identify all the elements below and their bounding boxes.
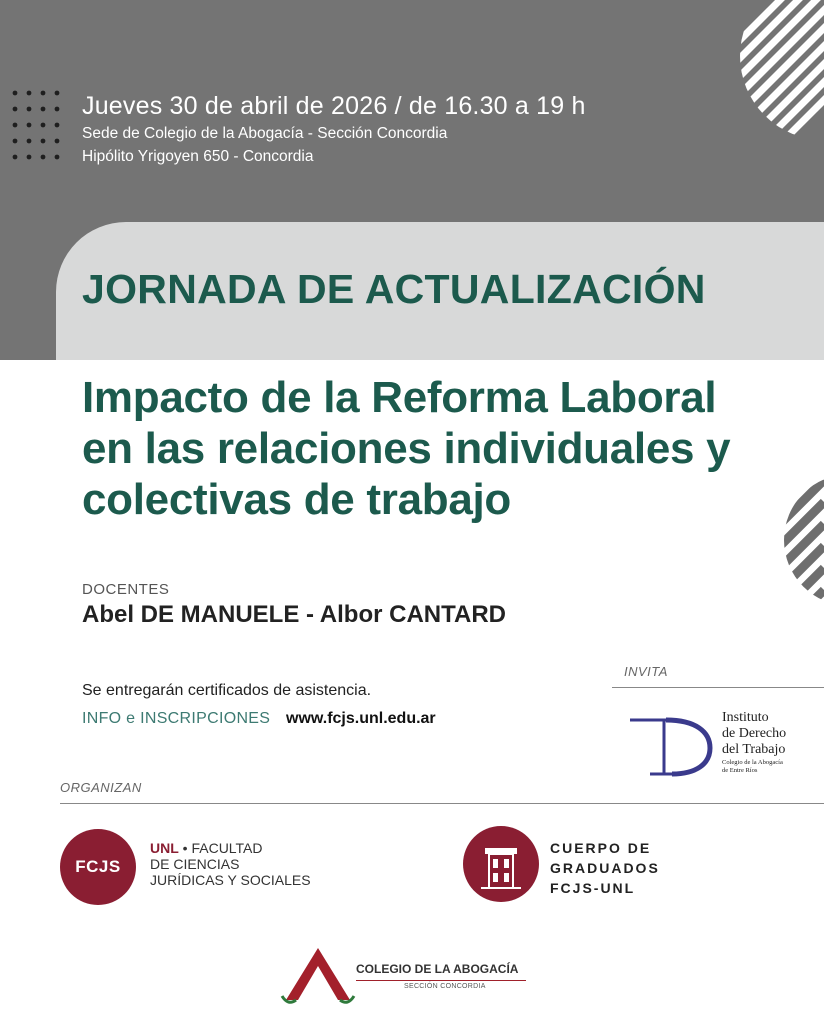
fcjs-name-line-2: DE CIENCIAS: [150, 856, 240, 872]
info-label: INFO e INSCRIPCIONES: [82, 710, 271, 727]
instituto-line-2: de Derecho: [722, 726, 787, 741]
invita-label: INVITA: [624, 664, 668, 679]
stripes-decoration-top: [720, 0, 824, 140]
unl-mark: UNL: [150, 840, 179, 856]
fcjs-name-line-3: JURÍDICAS Y SOCIALES: [150, 872, 311, 888]
docentes-label: DOCENTES: [82, 581, 170, 598]
colegio-divider: [356, 980, 526, 981]
colegio-section: SECCIÓN CONCORDIA: [404, 983, 486, 990]
instituto-line-3: del Trabajo: [722, 742, 786, 757]
cuerpo-graduados-logo: [463, 826, 539, 902]
certificate-note: Se entregarán certificados de asistencia.: [82, 682, 372, 699]
event-date: Jueves 30 de abril de 2026 / de 16.30 a 19 h: [82, 92, 586, 120]
event-kind-heading: JORNADA DE ACTUALIZACIÓN: [82, 266, 706, 312]
fcjs-logo: FCJS: [60, 829, 136, 905]
instituto-sub-1: Colegio de la Abogacía: [722, 759, 783, 766]
event-title-line-2: en las relaciones individuales y: [82, 424, 731, 473]
event-title-line-1: Impacto de la Reforma Laboral: [82, 373, 717, 422]
event-title-line-3: colectivas de trabajo: [82, 475, 511, 524]
website-link[interactable]: www.fcjs.unl.edu.ar: [286, 710, 436, 727]
docentes-names: Abel DE MANUELE - Albor CANTARD: [82, 601, 506, 628]
graduados-line-2: GRADUADOS: [550, 860, 660, 876]
fcjs-name: [150, 840, 311, 888]
instituto-sub-2: de Entre Ríos: [722, 767, 758, 774]
venue-address: Hipólito Yrigoyen 650 - Concordia: [82, 148, 314, 165]
fcjs-facultad: • FACULTAD: [178, 840, 263, 856]
instituto-line-1: Instituto: [722, 710, 769, 725]
event-title: [82, 372, 802, 525]
graduados-line-1: CUERPO DE: [550, 840, 652, 856]
organizan-label: ORGANIZAN: [60, 780, 142, 795]
dots-decoration: [12, 90, 68, 170]
stripes-decoration-side: [750, 470, 824, 610]
invita-divider: [612, 687, 824, 688]
venue-name: Sede de Colegio de la Abogacía - Sección Concordia: [82, 125, 448, 142]
colegio-name: COLEGIO DE LA ABOGACÍA: [356, 962, 519, 976]
colegio-abogacia-logo: [278, 944, 358, 1008]
instituto-derecho-trabajo-logo: [626, 712, 716, 778]
graduados-line-3: FCJS-UNL: [550, 880, 636, 896]
cuerpo-graduados-name: [550, 838, 660, 898]
fcjs-name-line-1: [150, 840, 311, 856]
instituto-name: [722, 710, 786, 774]
organizan-divider: [60, 803, 824, 804]
